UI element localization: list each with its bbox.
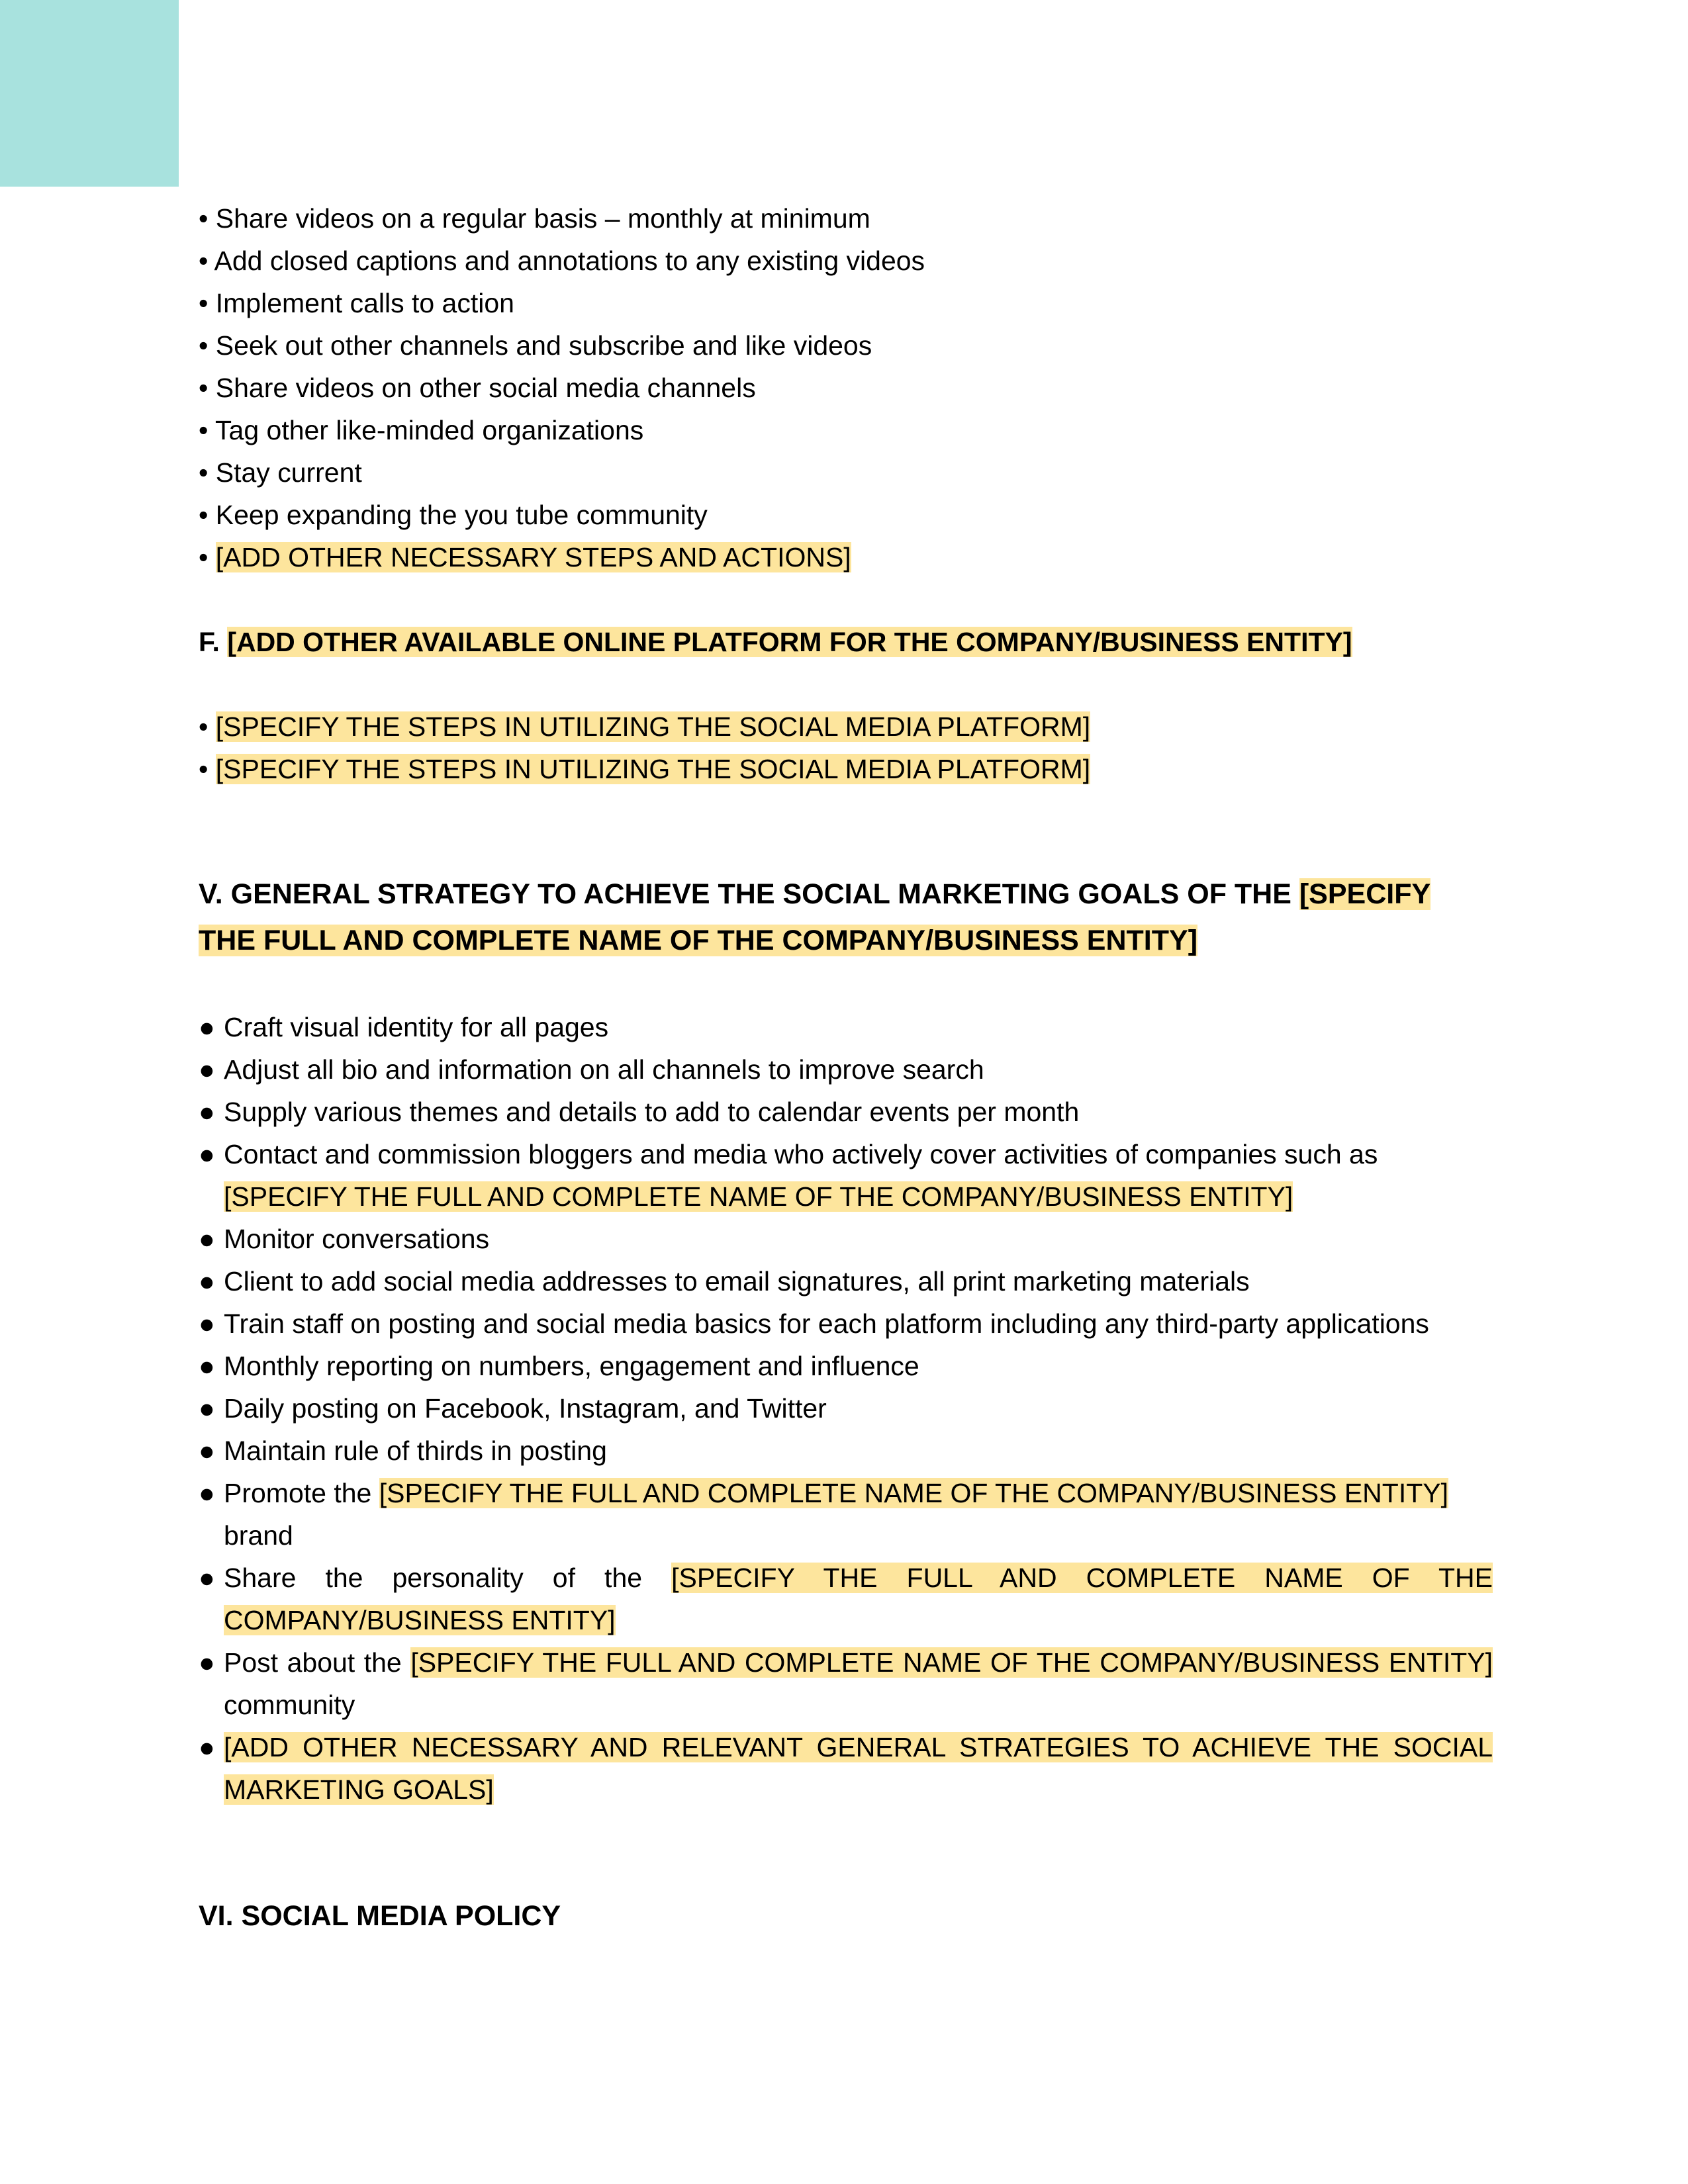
list-item: ● Post about the [SPECIFY THE FULL AND COMPLETE NAME OF THE COMPANY/BUSINESS ENTITY] community <box>199 1647 1493 1720</box>
placeholder-highlight: [SPECIFY THE FULL AND COMPLETE NAME OF THE COMPANY/BUSINESS ENTITY] <box>410 1647 1493 1678</box>
list-item: ● Contact and commission bloggers and media who actively cover activities of companies such as [SPECIFY THE FULL AND COMPLETE NAME OF THE COMPANY/BUSINESS ENTITY] <box>199 1139 1378 1212</box>
placeholder-highlight: [SPECIFY THE STEPS IN UTILIZING THE SOCIAL MEDIA PLATFORM] <box>215 754 1091 784</box>
placeholder-highlight: [SPECIFY THE FULL AND COMPLETE NAME OF THE COMPANY/BUSINESS ENTITY] <box>224 1181 1293 1212</box>
list-item: ● Train staff on posting and social media basics for each platform including any third-party applications <box>199 1308 1429 1339</box>
placeholder-highlight: [ADD OTHER NECESSARY AND RELEVANT GENERAL STRATEGIES TO ACHIEVE THE SOCIAL MARKETING GOALS] <box>224 1732 1493 1805</box>
list-item: ● [ADD OTHER NECESSARY AND RELEVANT GENERAL STRATEGIES TO ACHIEVE THE SOCIAL MARKETING GOALS] <box>199 1732 1493 1805</box>
section-f-heading: F. [ADD OTHER AVAILABLE ONLINE PLATFORM FOR THE COMPANY/BUSINESS ENTITY] <box>199 627 1352 657</box>
section-vi-heading: VI. SOCIAL MEDIA POLICY <box>199 1900 561 1932</box>
list-item: ● Monitor conversations <box>199 1224 490 1254</box>
placeholder-highlight: [ADD OTHER NECESSARY STEPS AND ACTIONS] <box>215 542 851 572</box>
list-item: • Stay current <box>199 457 362 488</box>
list-item: ● Craft visual identity for all pages <box>199 1012 609 1042</box>
list-item: • Keep expanding the you tube community <box>199 500 708 530</box>
section-f-bullet-list <box>199 705 1493 790</box>
placeholder-highlight: [SPECIFY THE FULL AND COMPLETE NAME OF THE COMPANY/BUSINESS ENTITY] <box>379 1478 1449 1508</box>
list-item: • Add closed captions and annotations to any existing videos <box>199 246 925 276</box>
list-item: ● Promote the [SPECIFY THE FULL AND COMPLETE NAME OF THE COMPANY/BUSINESS ENTITY] brand <box>199 1478 1449 1551</box>
list-item: • [SPECIFY THE STEPS IN UTILIZING THE SOCIAL MEDIA PLATFORM] <box>199 754 1091 784</box>
corner-decoration <box>0 0 179 187</box>
list-item: ● Daily posting on Facebook, Instagram, and Twitter <box>199 1393 827 1424</box>
list-item: ● Monthly reporting on numbers, engagement and influence <box>199 1351 919 1381</box>
placeholder-highlight: [ADD OTHER AVAILABLE ONLINE PLATFORM FOR THE COMPANY/BUSINESS ENTITY] <box>227 627 1352 657</box>
placeholder-highlight: [SPECIFY THE FULL AND COMPLETE NAME OF THE COMPANY/BUSINESS ENTITY] <box>224 1563 1493 1635</box>
list-item: • Share videos on other social media channels <box>199 373 756 403</box>
list-item: ● Share the personality of the [SPECIFY THE FULL AND COMPLETE NAME OF THE COMPANY/BUSINESS ENTITY] <box>199 1563 1493 1635</box>
list-item: • [SPECIFY THE STEPS IN UTILIZING THE SOCIAL MEDIA PLATFORM] <box>199 711 1091 742</box>
list-item: • Seek out other channels and subscribe and like videos <box>199 330 872 361</box>
list-item: • Tag other like-minded organizations <box>199 415 644 445</box>
document-body <box>199 197 1493 1939</box>
list-item: • Share videos on a regular basis – monthly at minimum <box>199 203 870 234</box>
section-e-bullet-list <box>199 197 1493 578</box>
list-item: • Implement calls to action <box>199 288 514 318</box>
placeholder-highlight: [SPECIFY THE FULL AND COMPLETE NAME OF THE COMPANY/BUSINESS ENTITY] <box>199 878 1431 956</box>
list-item: ● Supply various themes and details to add to calendar events per month <box>199 1097 1080 1127</box>
list-item: • [ADD OTHER NECESSARY STEPS AND ACTIONS] <box>199 542 851 572</box>
list-item: ● Maintain rule of thirds in posting <box>199 1435 607 1466</box>
placeholder-highlight: [SPECIFY THE STEPS IN UTILIZING THE SOCIAL MEDIA PLATFORM] <box>215 711 1091 742</box>
list-item: ● Client to add social media addresses to email signatures, all print marketing materials <box>199 1266 1250 1297</box>
section-v-heading: V. GENERAL STRATEGY TO ACHIEVE THE SOCIAL MARKETING GOALS OF THE [SPECIFY THE FULL AND COMPLETE NAME OF THE COMPANY/BUSINESS ENTITY] <box>199 878 1431 956</box>
section-v-bullet-list <box>199 1006 1493 1811</box>
list-item: ● Adjust all bio and information on all channels to improve search <box>199 1054 984 1085</box>
